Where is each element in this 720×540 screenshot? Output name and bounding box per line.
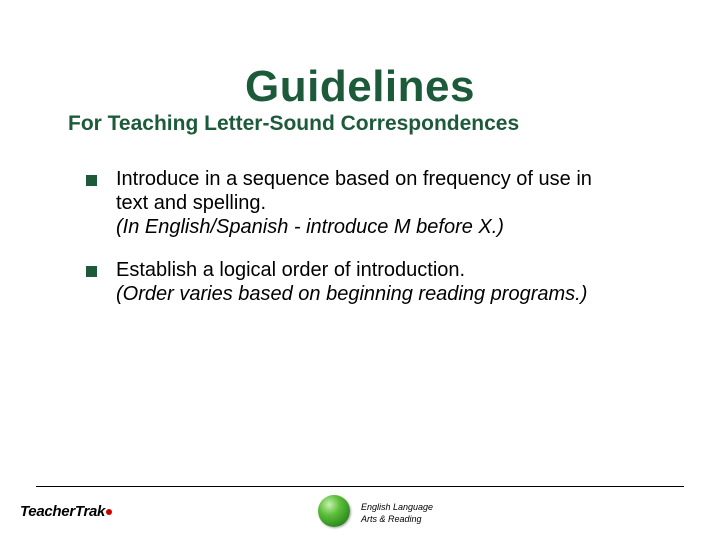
footer-divider <box>36 486 684 487</box>
section-label <box>361 501 433 525</box>
teachertrak-logo <box>20 503 112 520</box>
section-label-line2: Arts & Reading <box>361 514 422 524</box>
bullet-line: Establish a logical order of introduction. <box>116 259 466 281</box>
bullet-note: (In English/Spanish - introduce M before X.) <box>116 216 504 238</box>
slide-title: Guidelines <box>245 62 475 111</box>
logo-text: TeacherTrak <box>20 503 106 520</box>
bullet-item <box>86 258 686 306</box>
square-bullet-icon <box>86 175 97 186</box>
bullet-text <box>116 258 587 306</box>
green-orb-icon <box>318 495 350 527</box>
bullet-text <box>116 167 592 239</box>
slide-subtitle: For Teaching Letter-Sound Correspondences <box>68 112 520 135</box>
bullet-line: Introduce in a sequence based on frequency of use in <box>116 168 592 190</box>
bullet-note: (Order varies based on beginning reading programs.) <box>116 283 588 305</box>
bullet-line: text and spelling. <box>116 192 267 214</box>
logo-dot-icon <box>106 509 112 515</box>
bullet-item <box>86 167 686 239</box>
section-label-line1: English Language <box>361 502 434 512</box>
square-bullet-icon <box>86 266 97 277</box>
